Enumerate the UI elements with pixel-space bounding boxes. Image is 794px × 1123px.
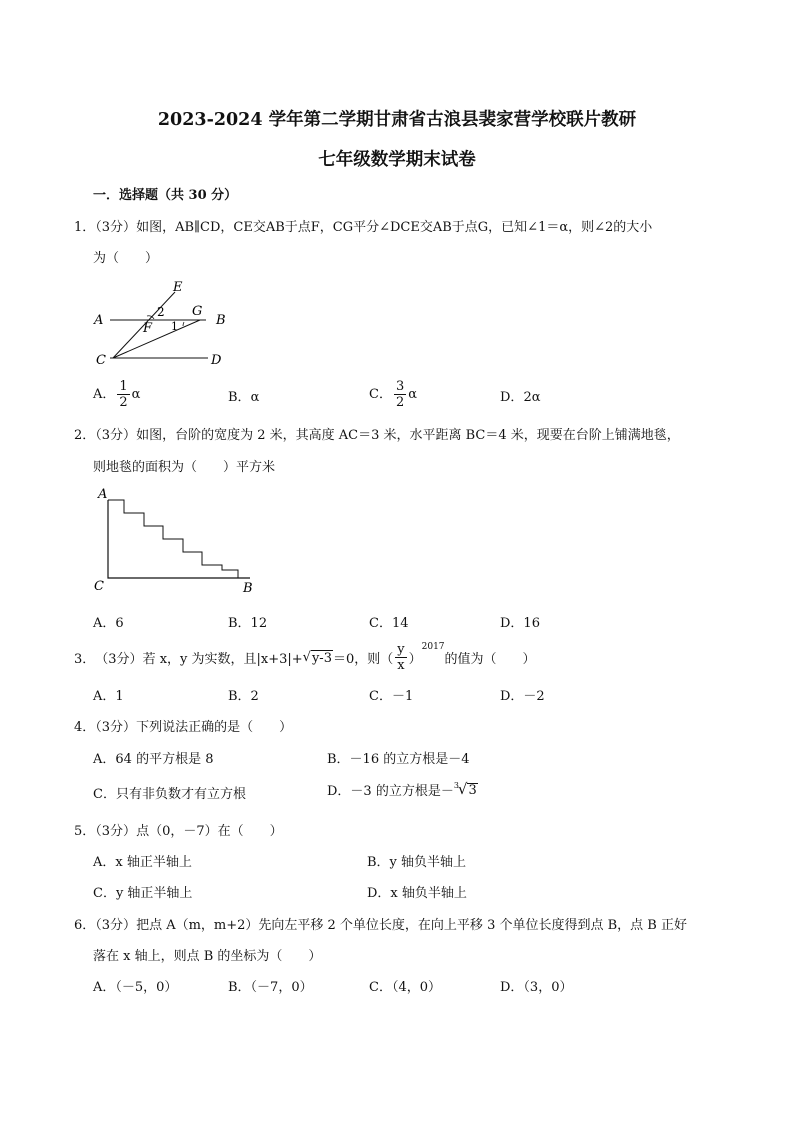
question-score: （3分） [95, 824, 137, 839]
q5-option-c[interactable]: C．y 轴正半轴上 [93, 886, 193, 901]
question-6-line1 [74, 914, 687, 933]
q4-option-c[interactable]: C．只有非负数才有立方根 [93, 787, 246, 802]
q5-option-b[interactable]: B．y 轴负半轴上 [367, 855, 467, 870]
q2-option-a[interactable]: A．6 [93, 616, 124, 631]
sqrt-sign: √ [302, 650, 311, 665]
q2-option-b[interactable]: B．12 [228, 616, 268, 631]
question-number: 3． [74, 652, 96, 667]
section-heading: 一．选择题（共 30 分） [93, 188, 238, 203]
q1-option-a[interactable]: A． $\frac{1}{2}$ α [93, 379, 141, 410]
angle-arc-1 [183, 322, 184, 326]
label-d: D [211, 353, 222, 368]
label-f: F [143, 321, 153, 336]
question-number: 2． [74, 428, 96, 443]
label-g: G [192, 304, 203, 319]
question-2-line2: 则地毯的面积为（ ）平方米 [93, 460, 276, 475]
question-text: 如图，AB∥CD，CE交AB于点F，CG平分∠DCE交AB于点G，已知∠1＝α，则∠2的大小 [136, 220, 653, 235]
question-number: 5． [74, 824, 96, 839]
question-4 [74, 716, 292, 735]
question-number: 1． [74, 220, 96, 235]
label-e: E [173, 280, 183, 295]
q3-option-d[interactable]: D．－2 [500, 689, 545, 704]
question-1-line1 [74, 216, 652, 235]
question-text: 下列说法正确的是（ ） [136, 720, 293, 735]
q3-option-b[interactable]: B．2 [228, 689, 259, 704]
question-6-line2: 落在 x 轴上，则点 B 的坐标为（ ） [93, 949, 322, 964]
label-angle-2: 2 [157, 305, 165, 319]
label-a: A [94, 313, 104, 328]
sqrt-argument: y-3 [311, 650, 332, 666]
question-score: （3分） [95, 720, 137, 735]
q6-option-d[interactable]: D．（3，0） [500, 980, 573, 995]
question-5 [74, 820, 283, 839]
question-3: 3． （3分） 若 x，y 为实数，且|x+3|+ √ y-3 ＝0，则（ $\frac{y}{x}$ ） $^{2017}$ 的值为（ ） [74, 642, 536, 673]
question-text: 把点 A（m，m+2）先向左平移 2 个单位长度，在向上平移 3 个单位长度得到点 B，点 B 正好 [136, 918, 687, 933]
q2-staircase-figure [90, 484, 260, 596]
q1-option-d[interactable]: D．2α [500, 390, 541, 405]
line-cg [113, 320, 200, 358]
question-1-line2: 为（ ） [93, 251, 159, 266]
q6-option-b[interactable]: B．（－7，0） [228, 980, 313, 995]
q6-option-c[interactable]: C．（4，0） [369, 980, 441, 995]
label-a: A [98, 487, 108, 502]
q4-option-b[interactable]: B．－16 的立方根是－4 [327, 752, 470, 767]
fraction: $\frac{y}{x}$ [397, 642, 405, 673]
label-c: C [96, 353, 106, 368]
label-b: B [243, 581, 253, 596]
q3-option-a[interactable]: A．1 [93, 689, 124, 704]
exam-subtitle: 七年级数学期末试卷 [318, 150, 476, 170]
label-b: B [216, 313, 226, 328]
label-angle-1: 1 [171, 320, 178, 333]
q5-option-d[interactable]: D．x 轴负半轴上 [367, 886, 467, 901]
q1-figure [88, 278, 238, 370]
question-score: （3分） [95, 918, 137, 933]
question-2-line1 [74, 424, 680, 443]
exponent: 2017 [421, 642, 445, 652]
question-text: 如图，台阶的宽度为 2 米，其高度 AC＝3 米，水平距离 BC＝4 米，现要在台阶上铺满地毯， [136, 428, 680, 443]
q5-option-a[interactable]: A．x 轴正半轴上 [93, 855, 192, 870]
cube-root: 3 √ 3 [453, 780, 477, 798]
fraction: $\frac{1}{2}$ [119, 379, 128, 410]
question-score: （3分） [95, 220, 137, 235]
question-text: 点（0，－7）在（ ） [136, 824, 283, 839]
staircase-steps [108, 500, 250, 578]
label-c: C [94, 579, 104, 594]
question-number: 6． [74, 918, 96, 933]
question-number: 4． [74, 720, 96, 735]
fraction: $\frac{3}{2}$ [395, 379, 405, 410]
q2-option-c[interactable]: C．14 [369, 616, 409, 631]
q2-option-d[interactable]: D．16 [500, 616, 540, 631]
exam-title: 2023-2024 学年第二学期甘肃省古浪县裴家营学校联片教研 [157, 110, 637, 130]
q1-option-c[interactable]: C． $\frac{3}{2}$ α [369, 379, 418, 410]
q4-option-d[interactable]: D．－3 的立方根是－ 3 √ 3 [327, 780, 477, 799]
q4-option-a[interactable]: A．64 的平方根是 8 [93, 752, 214, 767]
question-score: （3分） [95, 652, 143, 667]
question-score: （3分） [95, 428, 137, 443]
q1-option-b[interactable]: B．α [228, 390, 260, 405]
q6-option-a[interactable]: A．（－5，0） [93, 980, 178, 995]
q3-option-c[interactable]: C．－1 [369, 689, 414, 704]
